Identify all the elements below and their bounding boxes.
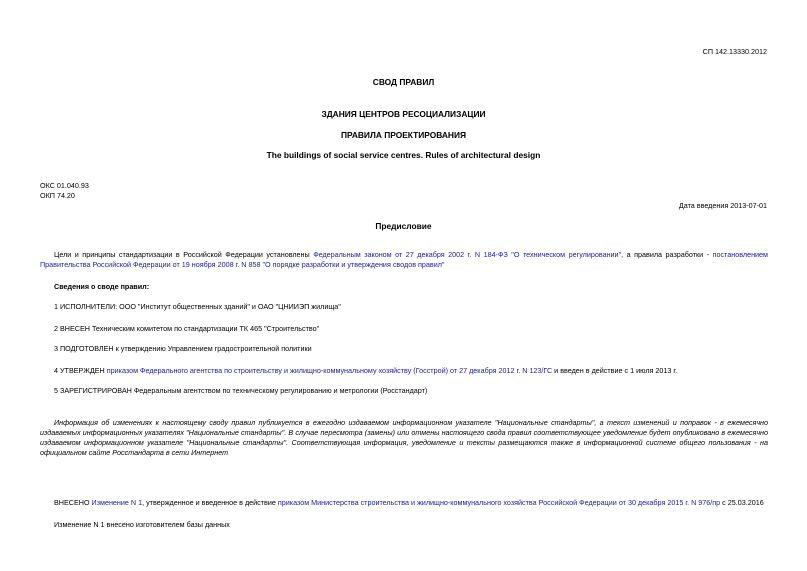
- title-english: The buildings of social service centres. Rules of architectural design: [266, 150, 541, 160]
- federal-law-link[interactable]: Федеральным законом от 27 декабря 2002 г. N 184-ФЗ "О техническом регулировании": [313, 250, 622, 259]
- rules-item-2: 2 ВНЕСЕН Техническим комитетом по стандартизации ТК 465 "Строительство": [54, 324, 320, 333]
- rules-item-1: 1 ИСПОЛНИТЕЛИ: ООО "Институт общественных зданий" и ОАО "ЦНИИЭП жилища": [54, 302, 341, 311]
- amendment-prefix: ВНЕСЕНО: [54, 498, 92, 507]
- amendment-line: [54, 498, 764, 508]
- changes-information: Информация об изменениях к настоящему своду правил публикуется в ежегодно издаваемом информационном указателе "Национальные стандарты", а текст изменений и поправок - в ежемесячно издаваемых информационных указателях "Национальные стандарты". В случае пересмотра (замены) или отмены настоящего свода правил соответствующее уведомление будет опубликовано в ежемесячно издаваемом информационном указателе "Национальные стандарты". Соответствующая информация, уведомление и тексты размещаются также в информационной системе общего пользования - на официальном сайте Росстандарта в сети Интернет: [40, 418, 768, 457]
- rules-info-heading: Сведения о своде правил:: [54, 282, 150, 291]
- preface-heading: Предисловие: [375, 221, 432, 231]
- rules-item-3: 3 ПОДГОТОВЛЕН к утверждению Управлением градостроительной политики: [54, 344, 312, 353]
- ministry-order-link[interactable]: приказом Министерства строительства и жилищно-коммунального хозяйства Российской Федерации от 30 декабря 2015 г. N 976/пр: [277, 498, 721, 507]
- preface-paragraph: [40, 250, 768, 270]
- preface-text-a: Цели и принципы стандартизации в Российской Федерации установлены: [54, 250, 314, 259]
- gosstroy-order-link[interactable]: приказом Федерального агентства по строительству и жилищно-коммунальному хозяйству (Госстрой) от 27 декабря 2012 г. N 123/ГС: [106, 366, 553, 375]
- title-code-of-rules: СВОД ПРАВИЛ: [372, 77, 435, 87]
- rules-item-4-prefix: 4 УТВЕРЖДЕН: [54, 366, 107, 375]
- document-code: СП 142.13330.2012: [702, 47, 767, 56]
- preface-text-b: , а правила разработки -: [621, 250, 713, 259]
- amendment-1-link[interactable]: Изменение N 1: [91, 498, 143, 507]
- title-main: ЗДАНИЯ ЦЕНТРОВ РЕСОЦИАЛИЗАЦИИ: [321, 109, 486, 119]
- title-subtitle: ПРАВИЛА ПРОЕКТИРОВАНИЯ: [340, 130, 467, 140]
- okp-code: ОКП 74.20: [40, 191, 75, 200]
- amendment-mid: , утвержденное и введенное в действие: [142, 498, 278, 507]
- rules-item-4: [54, 366, 677, 376]
- rules-item-5: 5 ЗАРЕГИСТРИРОВАН Федеральным агентством по техническому регулированию и метрологии (Росстандарт): [54, 386, 428, 395]
- rules-item-4-suffix: и введен в действие с 1 июля 2013 г.: [552, 366, 678, 375]
- amendment-note: Изменение N 1 внесено изготовителем базы данных: [54, 520, 230, 529]
- government-decree-link[interactable]: постановлением Правительства Российской Федерации от 19 ноября 2008 г. N 858 "О порядке разработки и утверждения сводов правил": [40, 250, 768, 269]
- amendment-suffix: с 25.03.2016: [720, 498, 764, 507]
- effective-date: Дата введения 2013-07-01: [678, 201, 767, 210]
- oks-code: ОКС 01.040.93: [40, 181, 89, 190]
